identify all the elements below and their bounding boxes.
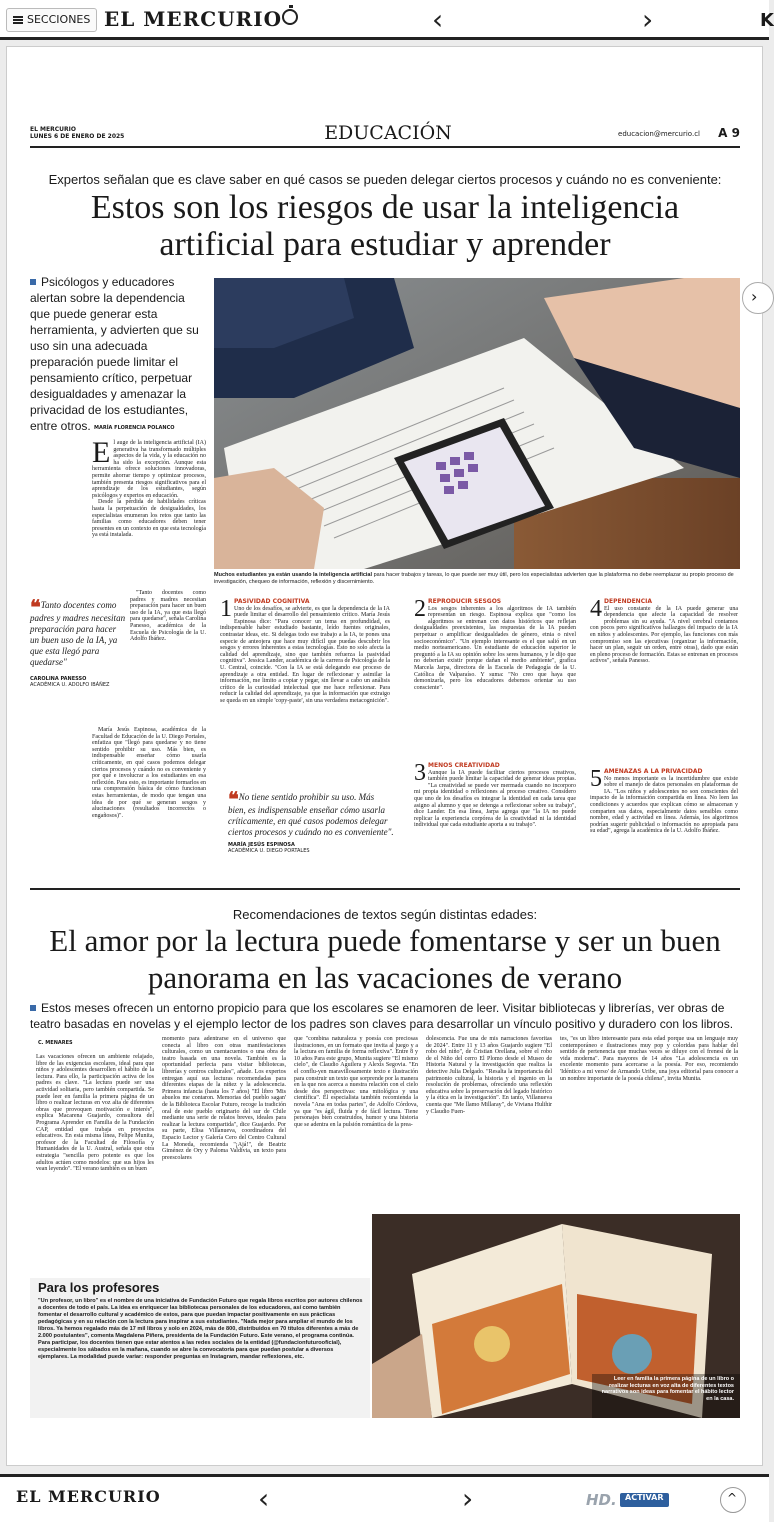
chevron-up-icon: ^: [727, 1491, 738, 1505]
article2-lede: Estos meses ofrecen un entorno propicio para que los escolares se enamoren de leer. Visitar bibliotecas y librerías, ver obras de teatro basadas en novelas y el ejemplo lector de los padres son claves para desarrollar un vínculo positivo y duradero con los libros.: [30, 1001, 734, 1031]
article1-photo: [214, 278, 740, 569]
bullet-square-icon: [30, 1005, 36, 1011]
article1-headline: Estos son los riesgos de usar la inteligencia artificial para estudiar y aprender: [90, 189, 680, 263]
article1-body-col1: El auge de la inteligencia artificial (IA) generativa ha transformado múltiples aspectos de la vida, y la educación no ha sido la excepción. Aunque esta herramienta ofrece soluciones innovadoras, permite ahorrar tiempo y optimizar procesos, también presenta riesgos significativos para el aprendizaje de los estudiantes, según psicólogos y expertos en educación. Desde la pérdida de habilidades críticas hasta la perpetuación de desigualdades, los especialistas enumeran los retos que tanto las familias como educadores deben tener presentes en un contexto en que esta tecnología ya está instalada.: [92, 436, 206, 539]
bottom-prev-button[interactable]: ‹: [258, 1482, 270, 1515]
article-divider: [30, 888, 740, 890]
article2-col1: Las vacaciones ofrecen un ambiente relajado, libre de las exigencias escolares, ideal para que niños y adolescentes desarrollen el hábito de la lectura. Para ello, la participación activa de los padres es clave. "La lectura puede ser una actividad solitaria, pero también compartida. Se puede leer en familia la primera página de un libro o realizar lecturas en voz alta de diferentes obras que provoquen motivación e interés", explica Macarena Guajardo, consultora del Programa Aprender en Familia de la Fundación CAP, entidad que trabaja en proyectos educativos. En esta misma línea, Felipe Munita, profesor de la Facultad de Filosofía y Humanidades de la U. Austral, señala que otra estrategia "sencilla pero potente es que los adultos actúen como modelos: que sus hijos les vean leyendo". "El verano también es un buen: [36, 1054, 154, 1173]
article1-body-col1b: "Tanto docentes como padres y madres necesitan preparación para hacer un buen uso de la IA, ya que esta llegó para quedarse", señala Carolina Panesso, académica de la Escuela de Psicología de la U. Adolfo Ibáñez.: [130, 590, 206, 643]
article2-byline: C. MENARES: [38, 1040, 73, 1046]
point-5: 5 AMENAZAS A LA PRIVACIDAD No menos importante es la incertidumbre que existe sobre el manejo de datos personales en plataformas de IA. "Los niños y adolescentes no son conscientes del impacto de la información compartida en línea. No leen las condiciones y acuerdos que explican cómo se almacenan y comparten sus datos, especialmente datos sensibles como nombre, edad y actividad en línea. Además, los algoritmos podrían sugerir publicidad o información no apropiada para su edad", agrega la académica de la U. Adolfo Ibáñez.: [590, 766, 738, 835]
teachers-box-text: "Un profesor, un libro" es el nombre de una iniciativa de Fundación Futuro que regala libros escritos por autores chilenos a docentes de todo el país. La idea es enriquecer las bibliotecas personales de los educadores, así como también fomentar el desarrollo cultural y académico de estos, para que puedan impactar positivamente en sus prácticas pedagógicas y en su relación con la lectura para inspirar a sus estudiantes. "Nada mejor para ampliar el mundo de los libros. Ya hemos regalado más de 17 mil libros y solo en 2024, más de 800, distribuidos en 70 títulos diferentes a más de 2.000 postulantes", comenta Magdalena Piñera, presidenta de la Fundación Futuro. Este verano, el programa continúa. Para participar, los docentes tienen que estar atentos a las redes sociales de la entidad (@fundacionfuturooficial), especialmente los sábados en la mañana, cuando se abre la convocatoria para que puedan postular a diversos ejemplares. La modalidad puede variar: responder preguntas en Instagram, mandar reflexiones, etc.: [38, 1298, 363, 1360]
article2-col3: que "combina naturaleza y poesía con preciosas ilustraciones, en un formato que invita al juego y a la lectura en familia de forma reflexiva". Entre 8 y 10 años Para este grupo, Munita sugiere "El mismo cielo", de Claudio Aguilera y Alexis Segovia. "En el conflu-yen maravillosamente texto e ilustración para construir un texto que sorprende por la manera en la que nos acerca a nuestra relación con el cielo desde dos perspectivas: una mitológica y una científica". El especialista también recomienda la novela "Ana en todas partes", de Adolfo Córdova, ya que "es ágil, fluida y de fácil lectura. Tiene personajes bien construidos, humor y una historia que se adentra en la pulsión romántica de la prea-: [294, 1036, 418, 1128]
teachers-box-title: Para los profesores: [38, 1280, 160, 1295]
student-phone-photo: [214, 278, 740, 569]
article1-lede: Psicólogos y educadores alertan sobre la dependencia que puede generar esta herramienta, y advierten que su uso sin una adecuada preparación puede limitar el pensamiento crítico, perpetuar desigualdades y amenazar la privacidad de los estudiantes, entre otros.: [30, 275, 199, 433]
article2-col5: tes, "es un libro interesante para esta edad porque usa un lenguaje muy contemporáneo e ilustraciones muy pop y coloridas para hablar del sentido de pertenencia que muchas veces se diluye con el frenesí de la vida moderna". Para mayores de 14 años "La adolescencia es un excelente momento para acercarse a la poesía. Por eso, recomiendo 'Idéntico a mi verso' de Armando Uribe, una joya editorial para conocer a un nombre importante de la poesía chilena", invita Munita.: [560, 1036, 738, 1082]
article2-photo-caption: Leer en familia la primera página de un libro o realizar lecturas en voz alta de diferentes textos narrativos son ideas para fomentar el hábito lector en la casa.: [601, 1376, 734, 1402]
point-2: 2 REPRODUCIR SESGOS Los sesgos inherentes a los algoritmos de IA también representan un riesgo. Espinosa explica que "como los algoritmos se entrenan con datos históricos que reflejan desigualdades preexistentes, las respuestas de la IA pueden perpetuar o amplificar desigualdades de género, etnia o nivel socioeconómico". "Un ejemplo interesante es el que salió en un medio norteamericano. Un estudiante de educación superior le preguntó a la IA su opinión sobre los seres humanos, y le dijo que no deberían existir porque dañan el medio ambiente", grafica Marcela Jarpa, directora de la Escuela de Pedagogía de la U. Católica de Valparaíso. Y suma: "No creo que haya que demonizarla, pero los educadores debemos orientar su uso consciente".: [414, 596, 576, 691]
section-title: EDUCACIÓN: [324, 122, 452, 144]
masthead-paper: EL MERCURIO LUNES 6 DE ENERO DE 2025: [30, 126, 125, 140]
point-1: 1 PASIVIDAD COGNITIVA Uno de los desafíos, se advierte, es que la dependencia de la IA puede limitar el desarrollo del pensamiento crítico. María Jesús Espinosa dice: "Para conocer un tema en profundidad, es indispensable haber estudiado bastante, leído fuentes originales, contrastar ideas, etc. Si delegas todo ese trabajo a la IA, te pones una especie de anteojera que hace muy difícil que puedas descubrir los sesgos y errores inherentes a estas tecnologías. Esto no solo afecta la calidad del aprendizaje, sino que también refuerza la pasividad cognitiva". Jessica Lander, académica de la carrera de Psicología de la U. Central, coincide. "Con la IA se está delegando ese proceso de aprendizaje a otra entidad. En lugar de reflexionar y asimilar la información, me limito a copiar y pegar, sin llevar a cabo un análisis crítico de la curiosidad intelectual que me hace reflexionar. Para reducir la calidad del aprendizaje, ya que la información que extraigo se queda en un simple 'copy-paste', sin una verdadera metacognición".: [220, 596, 390, 704]
prev-page-button[interactable]: ‹: [432, 3, 444, 36]
article2-col2: momento para adentrarse en el universo que conecta al libro con otras manifestaciones culturales, como un cuentacuentos o una obra de teatro basada en una novela. También es la oportunidad perfecta para visitar bibliotecas, librerías y centros culturales", añade. Los expertos entregan aquí sus lecturas recomendadas para diferentes etapas de la niñez y la adolescencia. Primera infancia (hasta los 7 años) "El libro 'Mis abuelos me contaron. Memorias del pueblo sagan' de la Biblioteca Escolar Futuro, recoge la tradición oral de este pueblo originario del sur de Chile mediante una serie de relatos breves, ideales para realizar la lectura compartida", dice Guajardo. Por su parte, Elisa Villanueva, coordinadora del Espacio Lector y Galería Cero del Centro Cultural La Moneda, recomienda "¡Ajá!", de Beatriz Giménez de Ory y Paloma Valdivia, un texto para preescolares: [162, 1036, 286, 1161]
point-4: 4 DEPENDENCIA El uso constante de la IA puede generar una dependencia que afecte la capacidad de resolver problemas sin su ayuda. "A nivel cerebral contamos con pocos pero significativos hallazgos del impacto de la IA en niños y adolescentes. Por ejemplo, las funciones con más compromiso son las ejecutivas (organizar la información, hacer un plan, seguir un orden, entre otras), dado que están en pleno proceso de formación. Estas se entrenan en procesos activos", señala Panesso.: [590, 596, 738, 665]
activar-button[interactable]: ACTIVAR: [620, 1493, 669, 1507]
article1-kicker: Expertos señalan que es clave saber en qué casos se pueden delegar ciertos procesos y cuándo no es conveniente:: [48, 172, 722, 187]
bottom-toolbar: [0, 1474, 769, 1522]
article2-headline: El amor por la lectura puede fomentarse y ser un buen panorama en las vacaciones de verano: [49, 923, 721, 995]
page-masthead: [30, 122, 740, 148]
side-next-page-button[interactable]: [742, 282, 774, 314]
clock-icon: [282, 9, 298, 25]
quote-mark-icon: ❝: [228, 789, 239, 811]
teachers-box: [30, 1278, 370, 1418]
article1-pullquote-2: ❝No tiene sentido prohibir su uso. Más bien, es indispensable enseñar cómo usarla críticamente, en qué casos podemos delegar ciertos procesos y cuándo no es conveniente". MARÍA JESÚS ESPINOSA ACADÉMICA U. DIEGO PORTALES: [228, 789, 394, 854]
dropcap: E: [92, 436, 111, 469]
point-3: 3 MENOS CREATIVIDAD Aunque la IA puede facilitar ciertos procesos creativos, también puede limitar la capacidad de generar ideas propias. "La creatividad se puede ver mermada cuando no incorporo mi propia identidad o reflexiones al proceso creativo. Considero que uno de los desafíos es integrar la identidad en cada tarea que asigno al alumno y que se detenga a reflexionar sobre su trabajo", dice Lander. En esa línea, Jarpa agrega que "la IA no puede replicar la experiencia corpórea de la creatividad ni la identidad individual que cada estudiante aporta a su trabajo".: [414, 760, 576, 829]
bullet-square-icon: [30, 279, 36, 285]
menu-icon: [13, 16, 23, 24]
bottom-brand[interactable]: EL MERCURIO: [16, 1487, 161, 1506]
bottom-next-button[interactable]: ›: [462, 1482, 474, 1515]
hd-logo: HD.: [586, 1491, 617, 1509]
page-number: A 9: [718, 126, 740, 140]
sections-label: SECCIONES: [27, 13, 91, 26]
article1-byline: MARÍA FLORENCIA POLANCO: [94, 425, 175, 431]
sections-button[interactable]: [6, 8, 97, 32]
article1-pullquote-1: ❝Tanto docentes como padres y madres necesitan preparación para hacer un buen uso de la IA, ya que esta llegó para quedarse" CAROLINA PANESSO ACADÉMICA U. ADOLFO IBÁÑEZ: [30, 597, 126, 688]
article2-kicker: Recomendaciones de textos según distintas edades:: [232, 907, 538, 922]
section-email: educacion@mercurio.cl: [618, 130, 700, 138]
article1-photo-caption: Muchos estudiantes ya están usando la inteligencia artificial para hacer trabajos y tareas, lo que puede ser muy útil, pero los especialistas advierten que la plataforma no debe reemplazar su propio proceso de investigación, chequeo de información, reflexión y discernimiento.: [214, 572, 734, 585]
article2-col4: dolescencia. Fue una de mis narraciones favoritas de 2024". Entre 11 y 13 años Guajardo sugiere "El robo del niño", de Cristian Orellana, sobre el robo de el Niño del cerro El Plomo desde el Museo de Historia Natural y la investigación que realiza la detective Julia Delgado. "Resalta la importancia del patrimonio cultural, la historia y el ingenio en la resolución de problemas, ofreciendo una reflexión educativa sobre la preservación del legado histórico y la ética en la investigación". En tanto, Villanueva cuenta que "Me llamo Millaray", de Viviana Hulihir y Claudio Fuen-: [426, 1036, 552, 1115]
masthead-rule: [30, 146, 740, 148]
brand-logo[interactable]: EL MERCURIO: [104, 7, 283, 31]
next-page-button[interactable]: ›: [642, 3, 654, 36]
article1-body-col1c: María Jesús Espinosa, académica de la Facultad de Educación de la U. Diego Portales, enfatiza que "llegó para quedarse y no tiene sentido prohibir su uso. Más bien, es indispensable enseñar cómo usarla críticamente, en qué casos podemos delegar ciertos procesos y cuándo no es conveniente y por qué e involucrar a los estudiantes en esa reflexión. Para esto, es importante formarlos en una comprensión básica de cómo funcionan estas herramientas, de modo que tengan una idea de por qué se generan sesgos y alucinaciones (resultados incorrectos o engañosos)".: [92, 727, 206, 819]
scroll-top-button[interactable]: [720, 1487, 746, 1513]
quote-mark-icon: ❝: [30, 597, 41, 619]
chevron-right-icon: ›: [751, 287, 758, 306]
right-edge-letter: K: [760, 10, 774, 31]
top-toolbar: [0, 0, 774, 40]
